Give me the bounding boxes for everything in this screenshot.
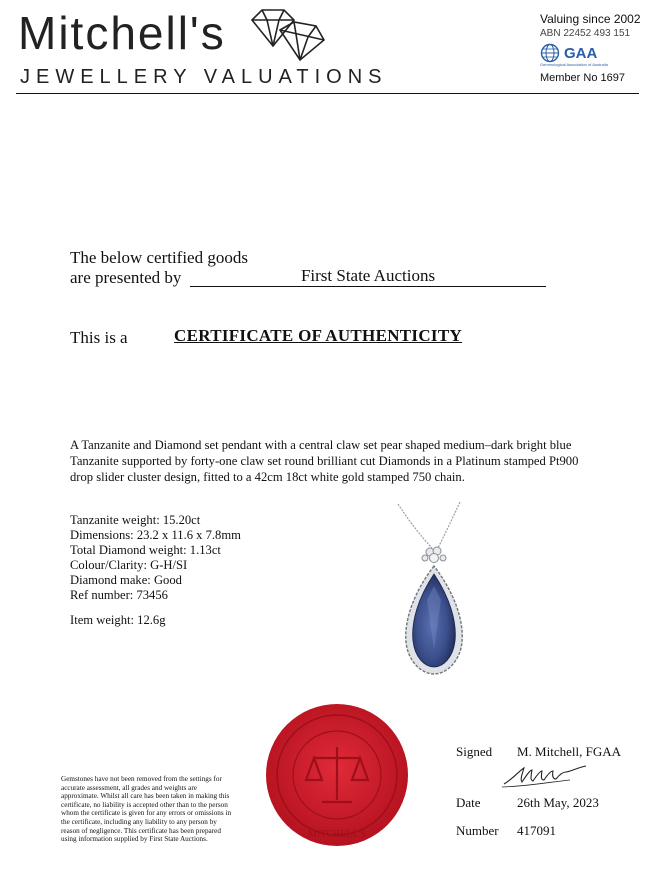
spec-tanzanite-weight: Tanzanite weight: 15.20ct bbox=[70, 513, 201, 527]
certificate-title: CERTIFICATE OF AUTHENTICITY bbox=[174, 326, 463, 345]
seal-text: MITCHELL'S bbox=[308, 829, 366, 840]
gaa-logo bbox=[540, 43, 650, 63]
gaa-logo-text: GAA bbox=[564, 44, 598, 62]
certificate-number: 417091 bbox=[517, 823, 556, 838]
certificate-intro: This is a bbox=[70, 328, 128, 347]
handwritten-signature bbox=[500, 760, 590, 790]
spec-colour-clarity: Colour/Clarity: G-H/SI bbox=[70, 558, 188, 572]
header-credentials bbox=[540, 12, 650, 84]
diamond-logo-icon bbox=[250, 6, 332, 62]
gaa-globe-icon bbox=[540, 43, 560, 63]
abn-number: ABN 22452 493 151 bbox=[540, 28, 631, 39]
goods-line-1: The below certified goods bbox=[70, 248, 248, 267]
pendant-photo bbox=[380, 500, 490, 680]
disclaimer-text: Gemstones have not been removed from the settings for accurate assessment, all grades and weights are approximate. Whilst all care has been taken in making this certificate, no liability is accepted other than to the person whom the certificate is given for any errors or omissions in the certificate, including any liability to any person by reason of negligence. This certificate has been prepared using information supplied by First State Auctions. bbox=[61, 775, 232, 844]
goods-line-2: are presented by bbox=[70, 268, 182, 287]
date-label: Date bbox=[456, 795, 481, 810]
item-weight: Item weight: 12.6g bbox=[70, 613, 166, 627]
spec-diamond-make: Diamond make: Good bbox=[70, 573, 182, 587]
spec-ref-number: Ref number: 73456 bbox=[70, 588, 168, 602]
signed-label: Signed bbox=[456, 744, 493, 759]
specs-list bbox=[70, 513, 241, 603]
brand-name: Mitchell's bbox=[18, 7, 226, 59]
presented-to-name: First State Auctions bbox=[190, 266, 546, 287]
gaa-subtitle: Gemmological Association of Australia bbox=[540, 62, 608, 67]
wax-seal bbox=[264, 702, 410, 848]
date-value: 26th May, 2023 bbox=[517, 795, 599, 810]
tagline: JEWELLERY VALUATIONS bbox=[20, 66, 388, 88]
spec-dimensions: Dimensions: 23.2 x 11.6 x 7.8mm bbox=[70, 528, 241, 542]
header-divider bbox=[16, 93, 639, 94]
valuing-since: Valuing since 2002 bbox=[540, 12, 641, 26]
spec-diamond-weight: Total Diamond weight: 1.13ct bbox=[70, 543, 221, 557]
item-description: A Tanzanite and Diamond set pendant with a central claw set pear shaped medium–dark bright blue Tanzanite supported by forty-one claw set round brilliant cut Diamonds in a Platinum stamped Pt900 drop slider cluster design, fitted to a 42cm 18ct white gold stamped 750 chain. bbox=[70, 438, 579, 484]
member-number: Member No 1697 bbox=[540, 72, 625, 84]
signed-by: M. Mitchell, FGAA bbox=[517, 744, 621, 759]
number-label: Number bbox=[456, 823, 499, 838]
